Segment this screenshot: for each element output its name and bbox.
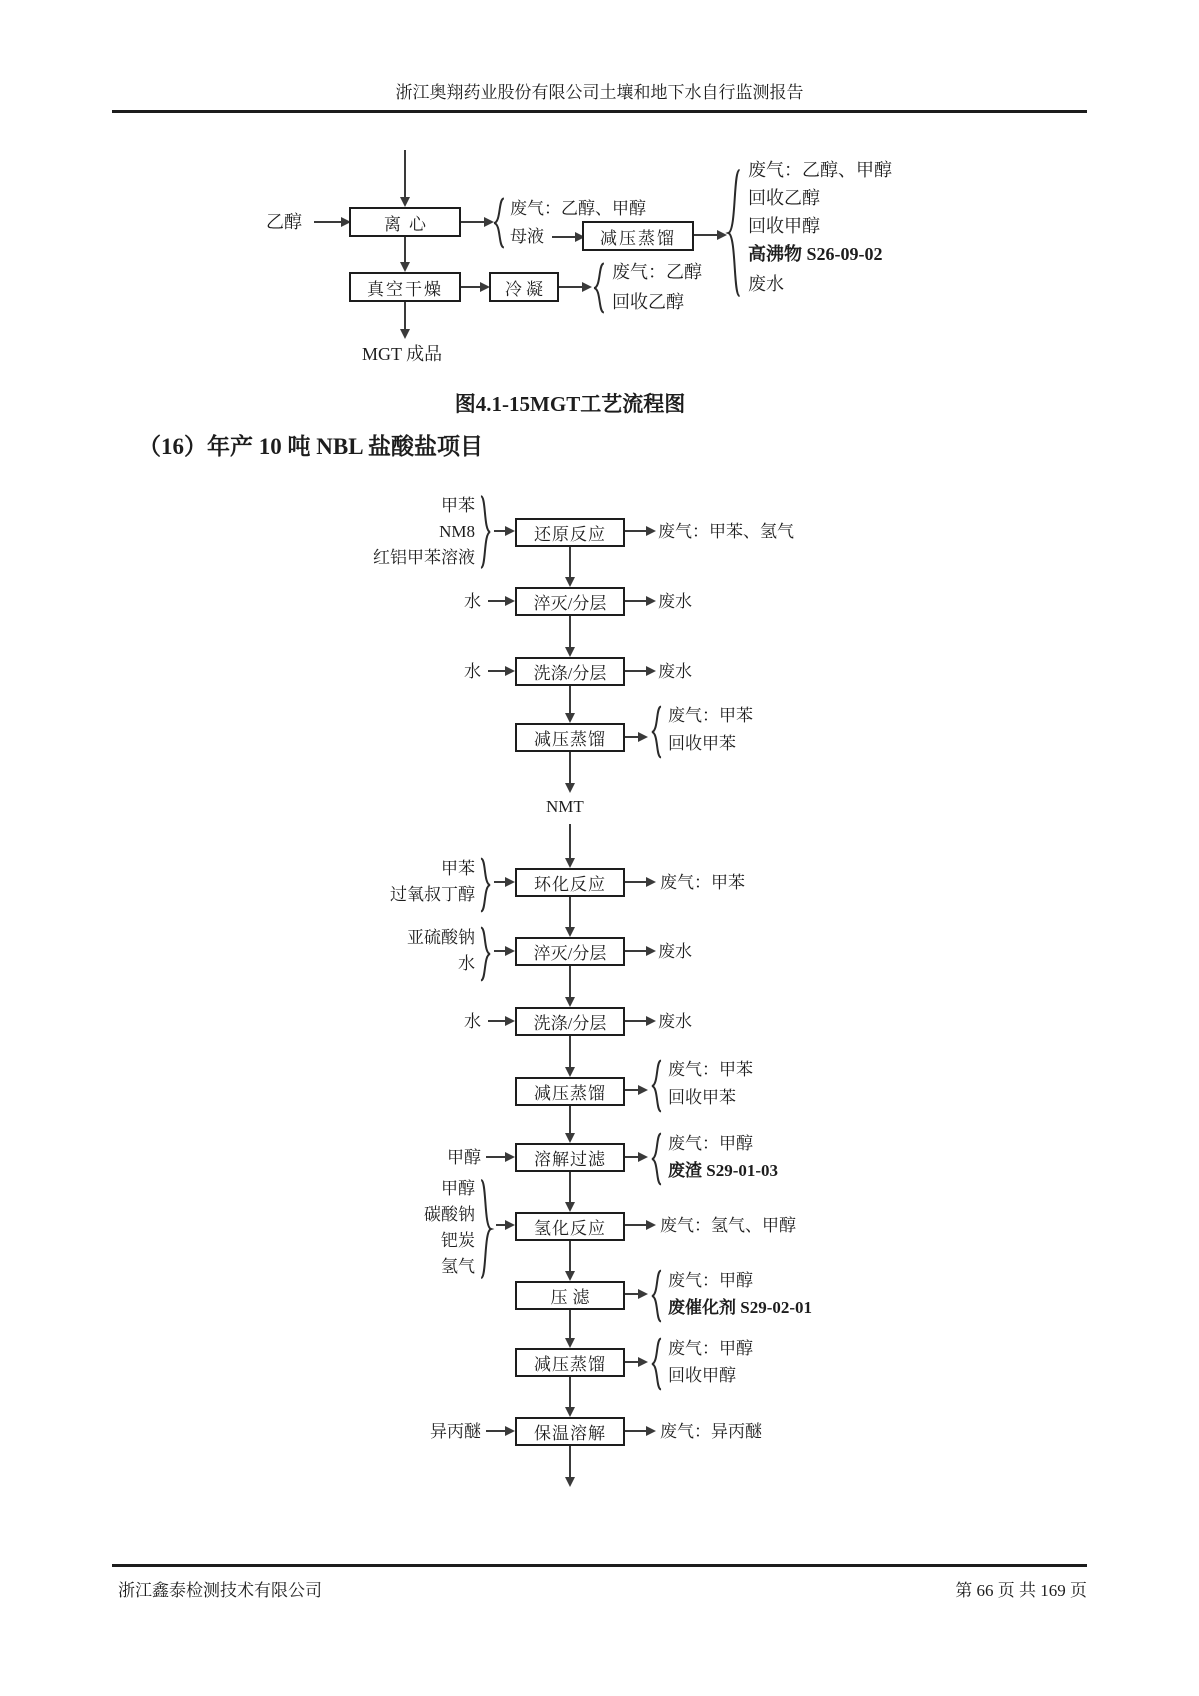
process-box-centrifuge: 离心 — [349, 207, 461, 237]
arrow-right — [488, 670, 506, 672]
material-label-water: 水 — [464, 662, 481, 681]
figure-caption: 图4.1-15MGT工艺流程图 — [454, 392, 686, 416]
intermediate-label-nmt: NMT — [546, 797, 584, 816]
recovered-methanol-label: 回收甲醇 — [748, 216, 820, 236]
arrow-right — [625, 881, 647, 883]
product-label-mgt: MGT 成品 — [362, 344, 443, 364]
arrow-right — [625, 1293, 639, 1295]
arrow-down — [404, 237, 406, 263]
recovered-methanol-label: 回收甲醇 — [668, 1366, 736, 1385]
arrow-down — [404, 150, 406, 198]
arrow-right — [625, 530, 647, 532]
arrow-down — [569, 616, 571, 648]
arrow-right — [625, 950, 647, 952]
process-box-hydrogenation: 氢化反应 — [515, 1212, 625, 1241]
arrow-right — [625, 1089, 639, 1091]
arrow-right — [488, 1020, 506, 1022]
waste-gas-label: 废气：甲醇 — [668, 1134, 753, 1153]
material-label: 碳酸钠 — [424, 1205, 475, 1224]
spent-catalyst-code-label: 废催化剂 S29-02-01 — [668, 1298, 813, 1317]
waste-gas-label: 废气：甲苯 — [668, 706, 753, 725]
process-box-warm-dissolve: 保温溶解 — [515, 1417, 625, 1446]
process-box-wash: 洗涤/分层 — [515, 657, 625, 686]
waste-gas-label: 废气：氢气、甲醇 — [660, 1216, 796, 1235]
material-label: 过氧叔丁醇 — [390, 885, 475, 904]
material-label: 甲苯 — [441, 859, 475, 878]
waste-gas-label: 废气：甲醇 — [668, 1339, 753, 1358]
process-box-vacuum-distill: 减压蒸馏 — [515, 723, 625, 752]
material-label: 钯炭 — [441, 1231, 475, 1250]
footer-page-info: 第 66 页 共 169 页 — [955, 1581, 1087, 1600]
process-box-dissolve-filter: 溶解过滤 — [515, 1143, 625, 1172]
process-box-press-filter: 压滤 — [515, 1281, 625, 1310]
arrow-down — [569, 824, 571, 859]
waste-gas-label: 废气：甲苯、氢气 — [658, 522, 794, 541]
wastewater-label: 废水 — [748, 274, 784, 294]
brace-left — [726, 166, 742, 300]
arrow-right — [625, 600, 647, 602]
waste-gas-label: 废气：乙醇 — [612, 262, 702, 282]
arrow-right — [625, 1361, 639, 1363]
process-box-quench: 淬灭/分层 — [515, 937, 625, 966]
material-label-methanol: 甲醇 — [447, 1148, 481, 1167]
material-label: 氢气 — [441, 1257, 475, 1276]
material-label-isopropyl-ether: 异丙醚 — [430, 1422, 481, 1441]
arrow-right — [496, 1224, 506, 1226]
brace-right — [479, 857, 492, 913]
material-label: NM8 — [439, 522, 475, 541]
arrow-right — [625, 1430, 647, 1432]
mother-liquor-label: 母液 — [510, 227, 544, 246]
arrow-right — [486, 1156, 506, 1158]
arrow-down — [569, 897, 571, 928]
arrow-right — [494, 530, 506, 532]
arrow-down — [569, 966, 571, 998]
arrow-right — [494, 881, 506, 883]
wastewater-label: 废水 — [658, 1012, 692, 1031]
process-box-quench: 淬灭/分层 — [515, 587, 625, 616]
material-label: 亚硫酸钠 — [407, 928, 475, 947]
arrow-right — [559, 286, 583, 288]
material-label-ethanol: 乙醇 — [266, 212, 302, 232]
arrow-down — [404, 302, 406, 330]
brace-left — [650, 1269, 663, 1323]
arrow-right — [494, 950, 506, 952]
arrow-down — [569, 1241, 571, 1272]
process-box-cyclization: 环化反应 — [515, 868, 625, 897]
arrow-down — [569, 1172, 571, 1203]
recovered-ethanol-label: 回收乙醇 — [612, 292, 684, 312]
material-label-water: 水 — [464, 592, 481, 611]
header-rule — [112, 110, 1087, 113]
arrow-down — [569, 686, 571, 714]
recovered-toluene-label: 回收甲苯 — [668, 734, 736, 753]
arrow-down — [569, 1377, 571, 1408]
process-box-wash: 洗涤/分层 — [515, 1007, 625, 1036]
process-box-vacuum-distill: 减压蒸馏 — [515, 1077, 625, 1106]
brace-right — [479, 1177, 493, 1281]
material-label: 红铝甲苯溶液 — [373, 548, 475, 567]
waste-gas-label: 废气：甲苯 — [660, 873, 745, 892]
arrow-right — [461, 286, 481, 288]
arrow-right — [625, 736, 639, 738]
process-box-vacuum-distill: 减压蒸馏 — [582, 221, 694, 251]
brace-right — [479, 926, 492, 982]
brace-left — [492, 197, 506, 249]
wastewater-label: 废水 — [658, 592, 692, 611]
section-heading-16: （16）年产 10 吨 NBL 盐酸盐项目 — [138, 434, 484, 459]
waste-gas-label: 废气：异丙醚 — [660, 1422, 762, 1441]
wastewater-label: 废水 — [658, 662, 692, 681]
arrow-right — [461, 221, 485, 223]
wastewater-label: 废水 — [658, 942, 692, 961]
material-label: 甲醇 — [441, 1179, 475, 1198]
recovered-toluene-label: 回收甲苯 — [668, 1088, 736, 1107]
brace-left — [650, 1132, 663, 1186]
brace-left — [650, 1337, 663, 1391]
brace-right — [479, 494, 492, 570]
brace-left — [592, 262, 606, 314]
footer-company: 浙江鑫泰检测技术有限公司 — [118, 1581, 322, 1600]
header-title: 浙江奥翔药业股份有限公司土壤和地下水自行监测报告 — [395, 83, 804, 102]
waste-gas-label: 废气：甲醇 — [668, 1271, 753, 1290]
waste-gas-label: 废气：乙醇、甲醇 — [748, 160, 892, 180]
waste-residue-code-label: 废渣 S29-01-03 — [668, 1161, 779, 1180]
brace-left — [650, 705, 663, 759]
waste-gas-label: 废气：乙醇、甲醇 — [510, 199, 646, 218]
arrow-right — [625, 1020, 647, 1022]
arrow-right — [625, 670, 647, 672]
footer-rule — [112, 1564, 1087, 1567]
arrow-right — [694, 234, 718, 236]
waste-gas-label: 废气：甲苯 — [668, 1060, 753, 1079]
arrow-right — [625, 1156, 639, 1158]
process-box-condense: 冷凝 — [489, 272, 559, 302]
arrow-down — [569, 1106, 571, 1134]
arrow-right — [625, 1224, 647, 1226]
process-box-vacuum-distill: 减压蒸馏 — [515, 1348, 625, 1377]
recovered-ethanol-label: 回收乙醇 — [748, 188, 820, 208]
arrow-down — [569, 752, 571, 784]
high-boiler-waste-code-label: 高沸物 S26-09-02 — [748, 244, 883, 264]
arrow-down — [569, 1036, 571, 1068]
arrow-right — [314, 221, 342, 223]
process-box-vacuum-dry: 真空干燥 — [349, 272, 461, 302]
arrow-right — [552, 236, 576, 238]
material-label-water: 水 — [458, 954, 475, 973]
arrow-down — [569, 1446, 571, 1478]
brace-left — [650, 1059, 663, 1113]
material-label: 甲苯 — [441, 496, 475, 515]
process-box-reduction: 还原反应 — [515, 518, 625, 547]
arrow-down — [569, 1310, 571, 1339]
arrow-right — [488, 600, 506, 602]
material-label-water: 水 — [464, 1012, 481, 1031]
arrow-down — [569, 547, 571, 578]
arrow-right — [486, 1430, 506, 1432]
